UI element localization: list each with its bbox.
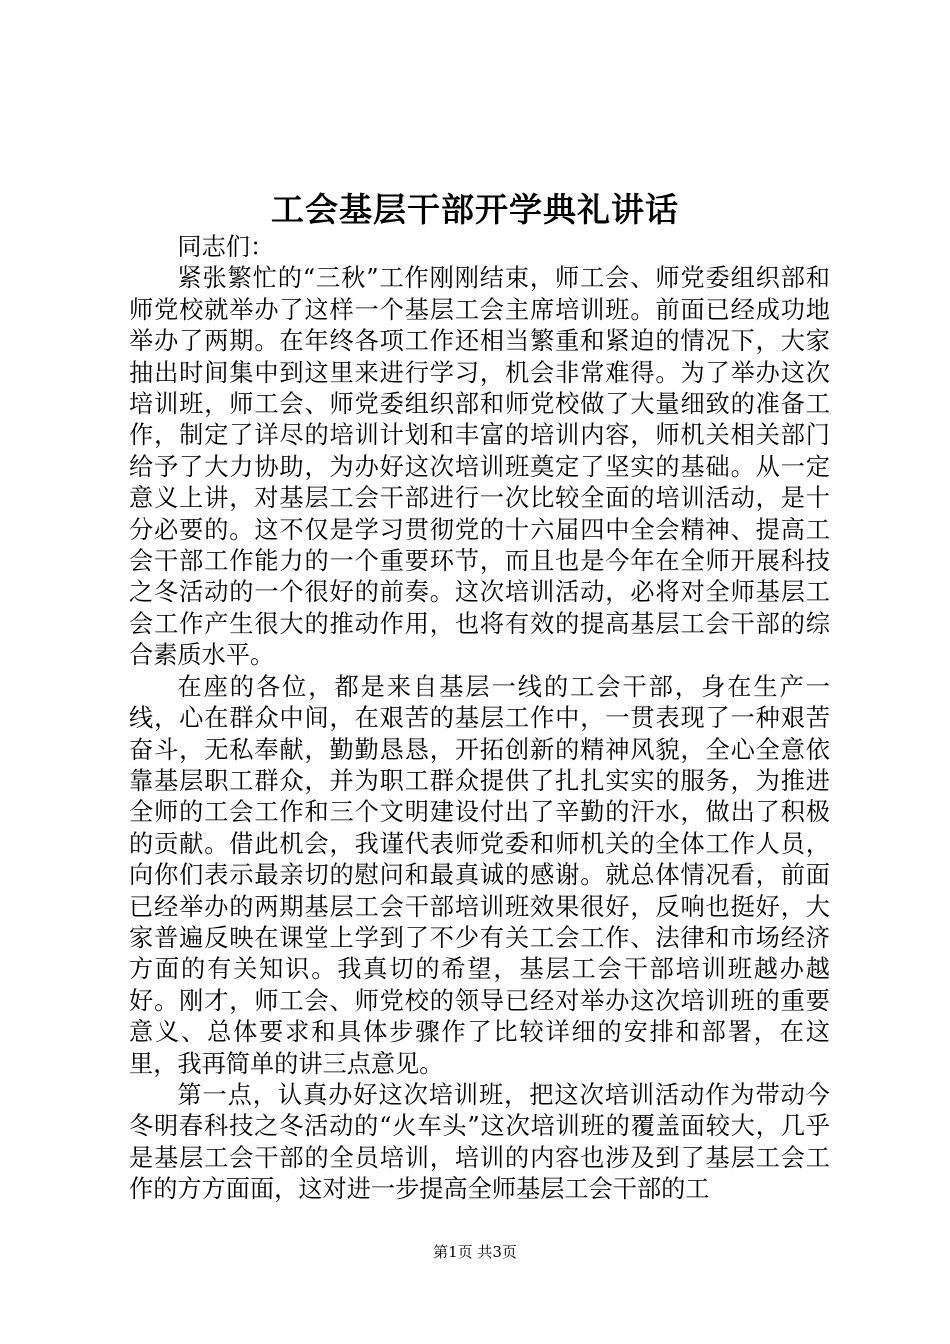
document-title: 工会基层干部开学典礼讲话	[271, 190, 679, 229]
greeting: 同志们：	[177, 233, 275, 261]
page-total: 共3页	[477, 1243, 517, 1261]
document-body	[129, 232, 830, 1206]
page-number: 第1页	[433, 1243, 473, 1261]
page-footer	[0, 1242, 950, 1262]
paragraph-3: 第一点，认真办好这次培训班，把这次培训活动作为带动今冬明春科技之冬活动的“火车头”这次培训班的覆盖面较大，几乎是基层工会干部的全员培训，培训的内容也涉及到了基层工会工作的方方面面，这对进一步提高全师基层工会干部的工	[129, 1080, 830, 1204]
paragraph-2: 在座的各位，都是来自基层一线的工会干部，身在生产一线，心在群众中间，在艰苦的基层工作中，一贯表现了一种艰苦奋斗，无私奉献，勤勤恳恳，开拓创新的精神风貌，全心全意依靠基层职工群众，并为职工群众提供了扎扎实实的服务，为推进全师的工会工作和三个文明建设付出了辛勤的汗水，做出了积极的贡献。借此机会，我谨代表师党委和师机关的全体工作人员，向你们表示最亲切的慰问和最真诚的感谢。就总体情况看，前面已经举办的两期基层工会干部培训班效果很好，反响也挺好，大家普遍反映在课堂上学到了不少有关工会工作、法律和市场经济方面的有关知识。我真切的希望，基层工会干部培训班越办越好。刚才，师工会、师党校的领导已经对举办这次培训班的重要意义、总体要求和具体步骤作了比较详细的安排和部署，在这里，我再简单的讲三点意见。	[129, 672, 830, 1078]
paragraph-1: 紧张繁忙的“三秋”工作刚刚结束，师工会、师党委组织部和师党校就举办了这样一个基层工会主席培训班。前面已经成功地举办了两期。在年终各项工作还相当繁重和紧迫的情况下，大家抽出时间集中到这里来进行学习，机会非常难得。为了举办这次培训班，师工会、师党委组织部和师党校做了大量细致的准备工作，制定了详尽的培训计划和丰富的培训内容，师机关相关部门给予了大力协助，为办好这次培训班奠定了坚实的基础。从一定意义上讲，对基层工会干部进行一次比较全面的培训活动，是十分必要的。这不仅是学习贯彻党的十六届四中全会精神、提高工会干部工作能力的一个重要环节，而且也是今年在全师开展科技之冬活动的一个很好的前奏。这次培训活动，必将对全师基层工会工作产生很大的推动作用，也将有效的提高基层工会干部的综合素质水平。	[129, 264, 830, 670]
